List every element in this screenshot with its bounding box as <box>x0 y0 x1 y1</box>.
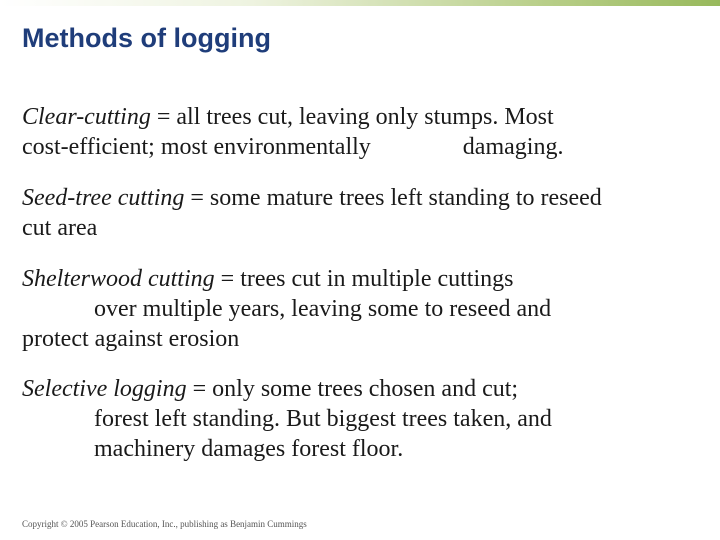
shelterwood-line-2: over multiple years, leaving some to reseed and <box>94 296 552 322</box>
paragraph-shelterwood <box>22 264 551 354</box>
shelterwood-definition: = trees cut in multiple cuttings <box>214 266 514 292</box>
selective-line-2: forest left standing. But biggest trees taken, and <box>94 406 552 432</box>
clear-cutting-text-2a: cost-efficient; most environmentally <box>22 134 371 160</box>
slide-title: Methods of logging <box>22 23 271 53</box>
paragraph-clear-cutting <box>22 102 563 162</box>
term-shelterwood-cutting: Shelterwood cutting <box>22 266 215 292</box>
top-accent-bar <box>0 0 720 6</box>
paragraph-seed-tree <box>22 183 602 243</box>
selective-definition: = only some trees chosen and cut; <box>186 376 519 402</box>
clear-cutting-definition: = all trees cut, leaving only stumps. Most <box>150 104 554 130</box>
shelterwood-line-1 <box>22 264 551 294</box>
copyright-notice: Copyright © 2005 Pearson Education, Inc., publishing as Benjamin Cummings <box>22 519 307 529</box>
paragraph-selective-logging <box>22 374 552 464</box>
term-seed-tree-cutting: Seed-tree cutting <box>22 185 185 211</box>
seed-tree-definition: = some mature trees left standing to reseed <box>184 185 602 211</box>
shelterwood-line-3: protect against erosion <box>22 326 240 352</box>
selective-line-3: machinery damages forest floor. <box>94 436 404 462</box>
seed-tree-line-1 <box>22 183 602 213</box>
clear-cutting-text-2b: damaging. <box>462 134 564 160</box>
clear-cutting-line-2 <box>22 132 563 162</box>
term-selective-logging: Selective logging <box>22 376 187 402</box>
seed-tree-line-2: cut area <box>22 215 98 241</box>
term-clear-cutting: Clear-cutting <box>22 104 151 130</box>
selective-line-1 <box>22 374 552 404</box>
clear-cutting-line-1 <box>22 102 563 132</box>
